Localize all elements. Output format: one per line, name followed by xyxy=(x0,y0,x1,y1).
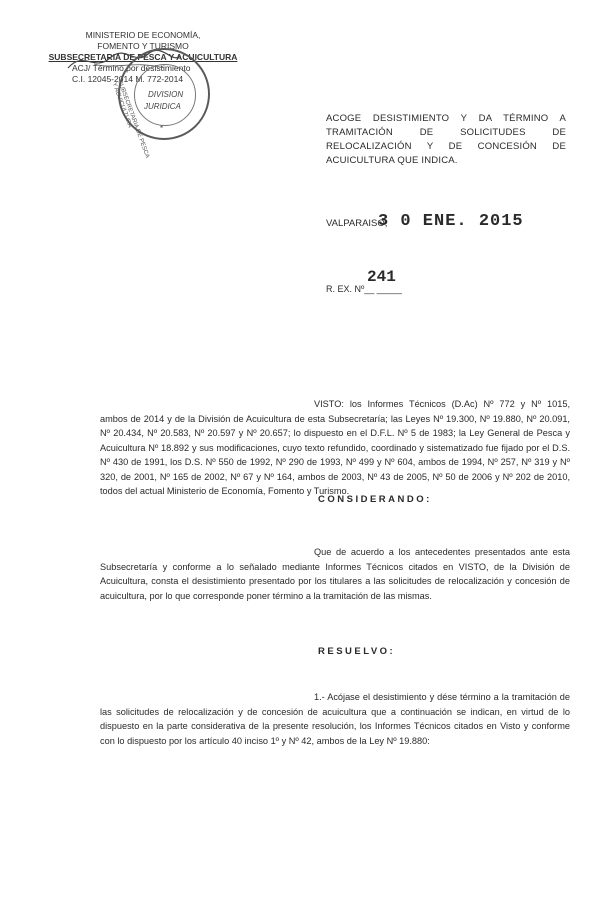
letterhead-reference: ACJ/ Término por desistimiento xyxy=(72,63,191,73)
stamp-juridica: JURIDICA xyxy=(144,102,181,111)
rex-number: 241 xyxy=(367,268,396,286)
date-stamp: 3 0 ENE. 2015 xyxy=(378,212,524,231)
resolution-title: ACOGE DESISTIMIENTO Y DA TÉRMINO A TRAMITACIÓN DE SOLICITUDES DE RELOCALIZACIÓN Y DE CONCESIÓN DE ACUICULTURA QUE INDICA. xyxy=(326,113,566,166)
place-label: VALPARAISO, xyxy=(326,218,388,229)
resuelvo-text: 1.- Acójase el desistimiento y dése término a la tramitación de las solicitudes de relocalización y de concesión de acuicultura que a continuación se indican, en virtud de lo dispuesto en la parte considerativa de la presente resolución, los Informes Técnicos citados en Visto y conforme con lo dispuesto por los artículo 40 inciso 1º y Nº 42, ambos de la Ley Nº 19.880: xyxy=(100,692,570,746)
stamp-division: DIVISION xyxy=(148,90,184,99)
considerando-heading: CONSIDERANDO: xyxy=(318,494,432,505)
stamp-ring-text: SUBSECRETARIA DE PESCA Y ACUICULTURA xyxy=(110,80,150,159)
rex-label-text: R. EX. Nº xyxy=(326,284,365,294)
letterhead-file-number: C.I. 12045-2014 M. 772-2014 xyxy=(72,74,184,84)
resuelvo-paragraph xyxy=(100,690,570,748)
visto-text: VISTO: los Informes Técnicos (D.Ac) Nº 772 y Nº 1015, ambos de 2014 y de la División de Acuicultura de esta Subsecretaría; las Leyes Nº 19.300, Nº 19.880, Nº 20.091, Nº 20.434, Nº 20.583, Nº 20.597 y Nº 20.657; lo dispuesto en el D.F.L. Nº 5 de 1983; la Ley General de Pesca y Acuicultura Nº 18.892 y sus modificaciones, cuyo texto refundido, coordinado y sistematizado fue fijado por el D.S. Nº 430 de 1991, los D.S. Nº 550 de 1992, Nº 290 de 1993, Nº 499 y Nº 604, ambos de 1994, Nº 257, Nº 319 y Nº 320, de 2001, Nº 165 de 2002, Nº 67 y Nº 164, ambos de 2003, Nº 43 de 2005, Nº 50 de 2006 y Nº 202 de 2010, todos del actual Ministerio de Economía, Fomento y Turismo. xyxy=(100,399,570,496)
visto-paragraph xyxy=(100,397,570,499)
considerando-paragraph xyxy=(100,545,570,603)
stamp-star: * xyxy=(160,124,164,133)
letterhead-subsecretaria: SUBSECRETARIA DE PESCA Y ACUICULTURA xyxy=(48,52,238,62)
resuelvo-heading: RESUELVO: xyxy=(318,646,396,657)
considerando-text: Que de acuerdo a los antecedentes presentados ante esta Subsecretaría y conforme a lo señalado mediante Informes Técnicos citados en VISTO, de la División de Acuicultura, consta el desistimiento presentado por los titulares a las solicitudes de relocalización y concesión de acuicultura, por lo que corresponde poner término a la tramitación de las mismas. xyxy=(100,547,570,601)
official-stamp xyxy=(110,48,210,159)
rex-label: R. EX. Nº__ _____ xyxy=(326,284,402,294)
letterhead-fomento: FOMENTO Y TURISMO xyxy=(97,41,189,51)
letterhead-ministry: MINISTERIO DE ECONOMÍA, xyxy=(85,30,201,40)
